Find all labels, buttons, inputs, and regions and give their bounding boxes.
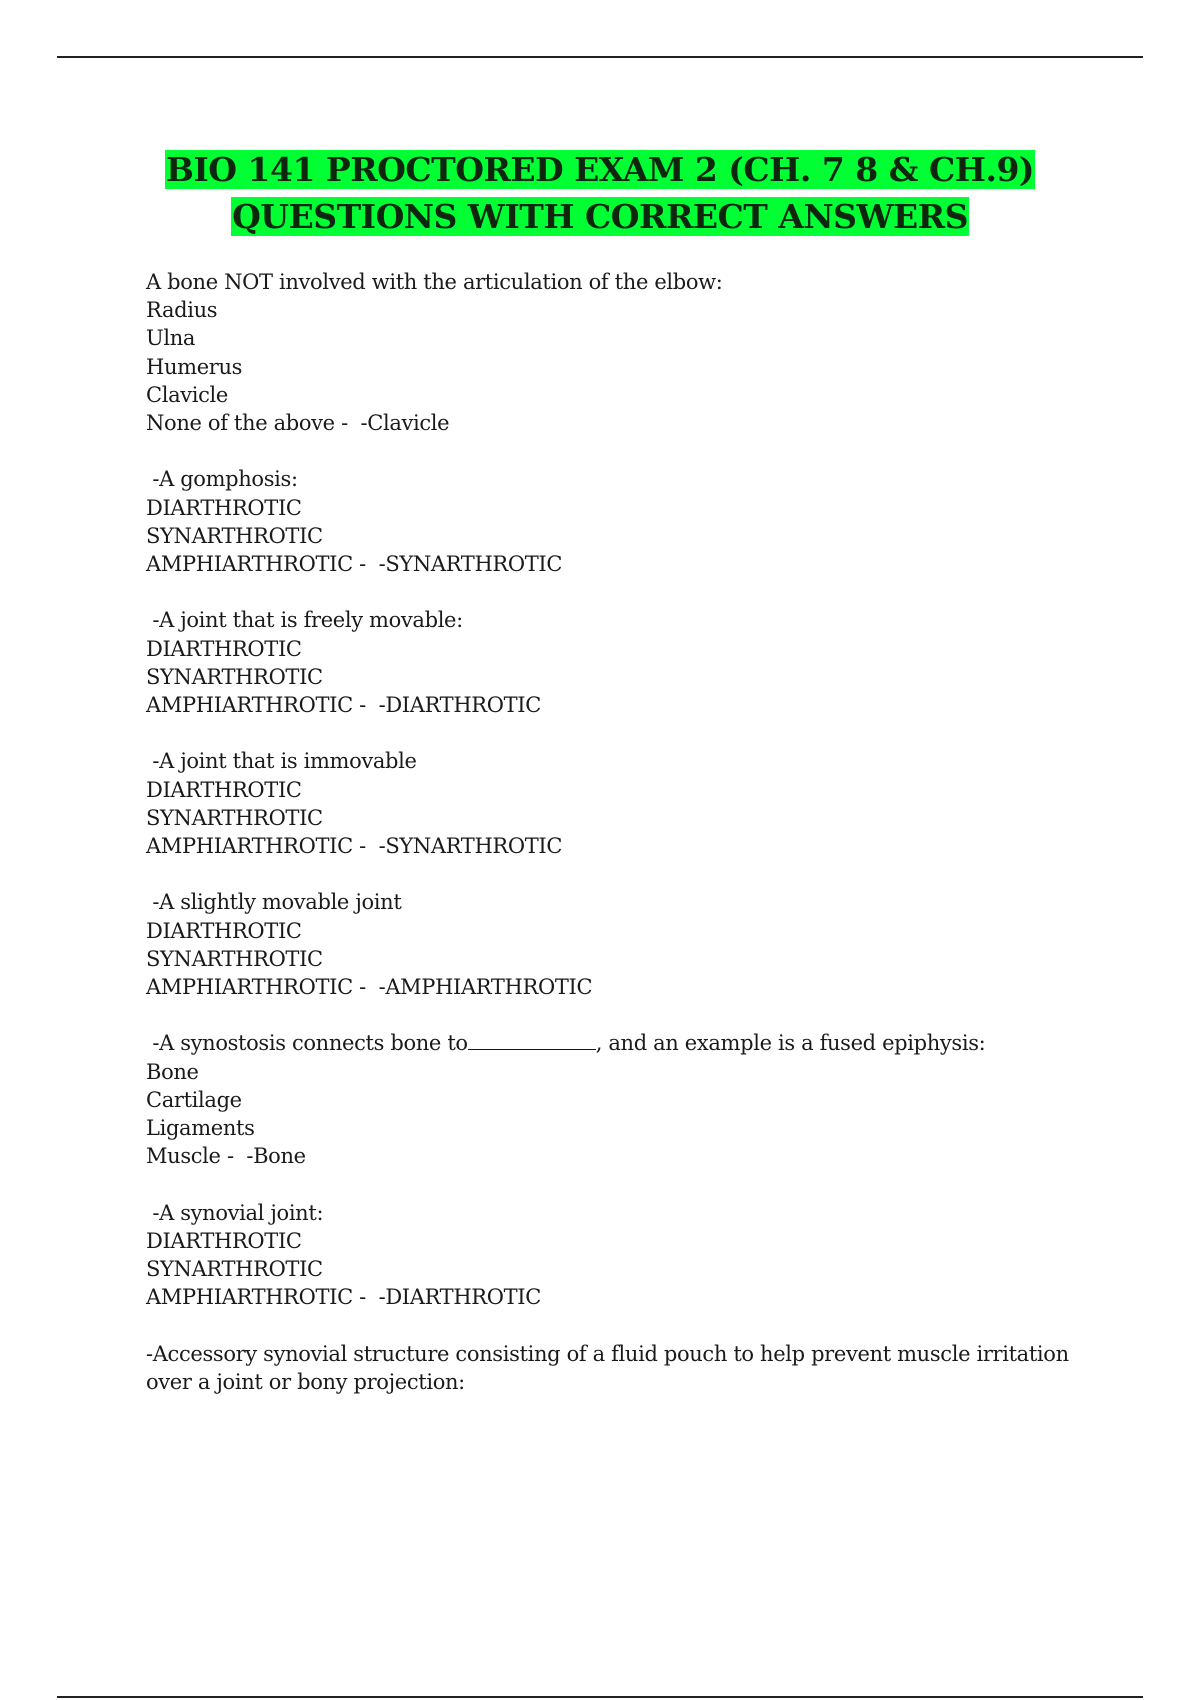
answer-option: Bone [146,1059,199,1084]
answer-option: DIARTHROTIC [146,495,302,520]
question-prompt: -A synovial joint: [146,1200,324,1225]
answer-line: AMPHIARTHROTIC - -DIARTHROTIC [146,693,541,718]
answer-option: Ligaments [146,1116,255,1141]
answer-line: None of the above - -Clavicle [146,411,450,436]
question-4 [146,747,1096,860]
correct-answer: -Clavicle [360,411,450,436]
answer-option: SYNARTHROTIC [146,946,323,971]
answer-line: Muscle - -Bone [146,1144,306,1169]
prompt-text: , and an example is a fused epiphysis: [595,1031,986,1056]
answer-option: AMPHIARTHROTIC [146,1285,353,1310]
question-3 [146,606,1096,719]
footer-rule [57,1696,1143,1698]
prompt-text: -A synostosis connects bone to [146,1031,468,1056]
title-line-1: BIO 141 PROCTORED EXAM 2 (CH. 7 8 & CH.9) [165,150,1035,189]
correct-answer: -DIARTHROTIC [378,1285,541,1310]
answer-option: AMPHIARTHROTIC [146,834,353,859]
correct-answer: -SYNARTHROTIC [378,834,563,859]
answer-option: DIARTHROTIC [146,1228,302,1253]
answer-option: None of the above [146,411,335,436]
answer-option: SYNARTHROTIC [146,1257,323,1282]
answer-option: AMPHIARTHROTIC [146,552,353,577]
answer-line: AMPHIARTHROTIC - -AMPHIARTHROTIC [146,975,593,1000]
question-6 [146,1029,1096,1170]
correct-answer: -SYNARTHROTIC [378,552,563,577]
correct-answer: -Bone [246,1144,306,1169]
question-prompt: -A joint that is freely movable: [146,608,463,633]
question-prompt: -A joint that is immovable [146,749,417,774]
answer-line: AMPHIARTHROTIC - -DIARTHROTIC [146,1285,541,1310]
answer-line: AMPHIARTHROTIC - -SYNARTHROTIC [146,552,563,577]
header-rule [57,56,1143,58]
title-line-2: QUESTIONS WITH CORRECT ANSWERS [232,197,968,236]
answer-option: SYNARTHROTIC [146,664,323,689]
fill-in-blank [468,1031,596,1050]
answer-option: Cartilage [146,1087,242,1112]
answer-option: Radius [146,298,218,323]
question-prompt: -A slightly movable joint [146,890,402,915]
answer-option: DIARTHROTIC [146,777,302,802]
answer-option: AMPHIARTHROTIC [146,975,353,1000]
question-2 [146,465,1096,578]
answer-option: Ulna [146,326,196,351]
correct-answer: -AMPHIARTHROTIC [378,975,593,1000]
answer-line: AMPHIARTHROTIC - -SYNARTHROTIC [146,834,563,859]
question-8 [146,1340,1096,1396]
answer-option: Muscle [146,1144,221,1169]
answer-option: Clavicle [146,382,228,407]
question-5 [146,888,1096,1001]
answer-option: AMPHIARTHROTIC [146,693,353,718]
answer-option: SYNARTHROTIC [146,805,323,830]
answer-option: DIARTHROTIC [146,918,302,943]
question-7 [146,1199,1096,1312]
question-1 [146,268,1096,437]
document-title [0,146,1200,240]
answer-option: DIARTHROTIC [146,636,302,661]
answer-option: SYNARTHROTIC [146,523,323,548]
correct-answer: -DIARTHROTIC [378,693,541,718]
answer-option: Humerus [146,354,243,379]
question-prompt: A bone NOT involved with the articulation of the elbow: [146,270,723,294]
question-list [146,268,1096,1424]
question-prompt: -Accessory synovial structure consisting of a fluid pouch to help prevent muscle irritation over a joint or bony projection: [146,1341,1069,1394]
question-prompt [146,1029,1096,1057]
question-prompt: -A gomphosis: [146,467,298,492]
